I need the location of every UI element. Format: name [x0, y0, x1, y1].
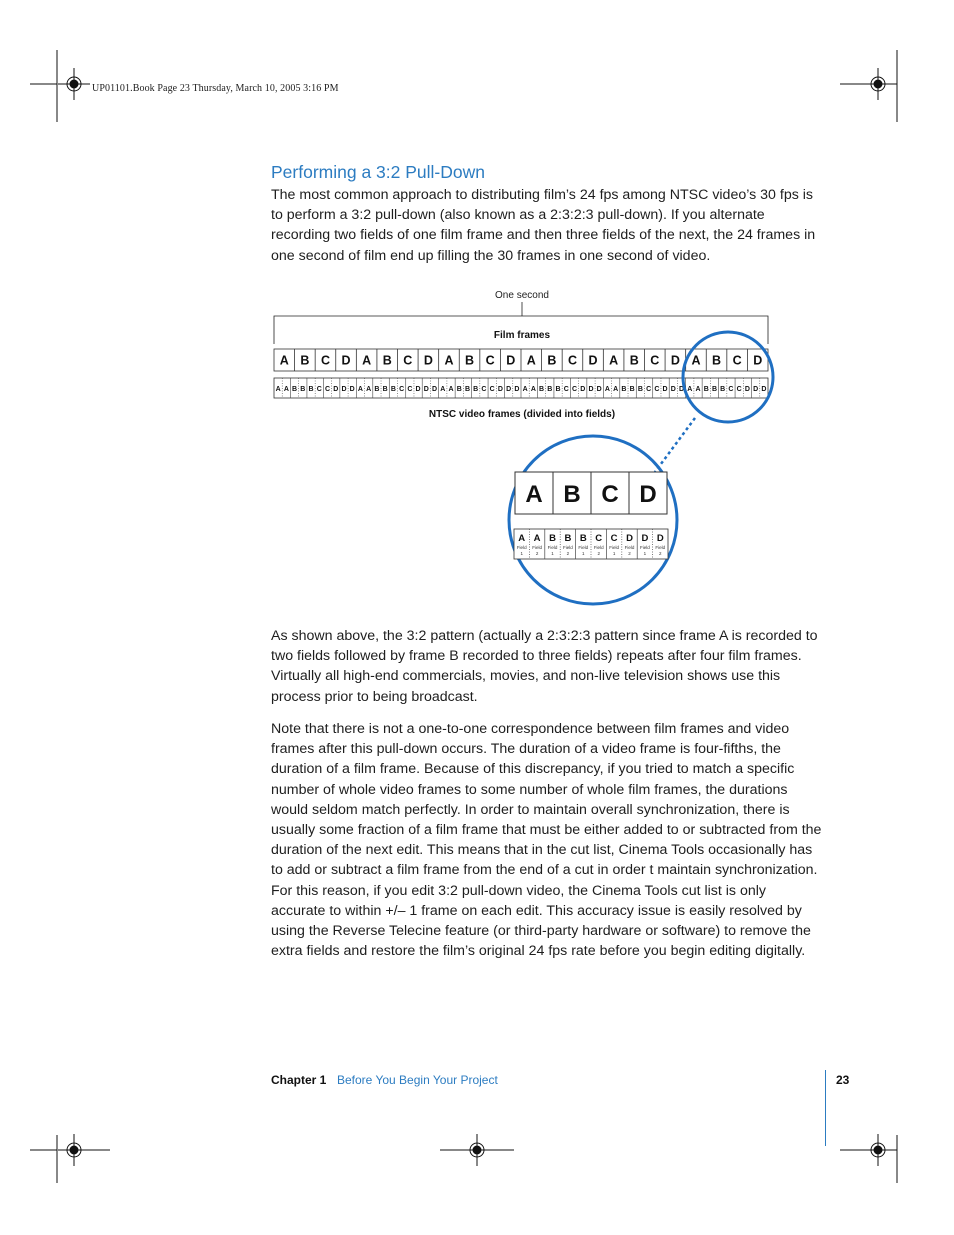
ntsc-label: NTSC video frames (divided into fields): [428, 409, 616, 420]
video-field-label: D: [580, 386, 586, 393]
film-frame-label: B: [547, 353, 557, 368]
zoom-frame-label: D: [639, 481, 657, 508]
video-fields-strip: [274, 378, 768, 398]
zoom-field-number: 2: [566, 551, 570, 556]
video-field-label: A: [283, 386, 289, 393]
video-field-label: A: [613, 386, 619, 393]
film-frame-label: B: [465, 353, 475, 368]
zoom-field-letter: B: [549, 533, 556, 544]
video-field-label: D: [333, 386, 339, 393]
zoom-field-label: Field: [624, 545, 635, 550]
film-frame-label: C: [732, 353, 742, 368]
video-field-label: C: [571, 386, 578, 393]
zoom-field-letter: D: [641, 533, 649, 544]
video-field-label: C: [563, 386, 569, 393]
film-frame-label: D: [341, 353, 351, 368]
video-field-label: C: [324, 386, 331, 393]
film-frame-label: A: [526, 353, 536, 368]
zoom-frame-label: B: [563, 481, 581, 508]
film-frames-label: Film frames: [493, 330, 551, 341]
film-frame-label: D: [588, 353, 598, 368]
video-field-label: D: [423, 386, 429, 393]
film-frame-label: B: [712, 353, 722, 368]
zoom-field-letter: B: [579, 533, 587, 544]
video-field-label: D: [341, 386, 347, 393]
video-field-label: C: [399, 386, 405, 393]
zoom-field-label: Field: [593, 545, 604, 550]
video-field-label: B: [456, 386, 462, 393]
video-field-label: D: [761, 386, 767, 393]
film-frames-strip: [274, 349, 768, 371]
footer-rule: [825, 1070, 826, 1146]
film-frame-label: B: [629, 353, 639, 368]
video-field-label: A: [695, 386, 701, 393]
video-field-label: D: [349, 386, 355, 393]
video-field-label: A: [440, 386, 446, 393]
video-field-label: D: [588, 386, 594, 393]
film-frame-label: D: [506, 353, 516, 368]
zoom-field-letter: C: [595, 533, 603, 544]
video-field-label: A: [530, 386, 536, 393]
zoom-field-letter: A: [518, 533, 526, 544]
video-field-label: A: [687, 386, 693, 393]
video-field-label: B: [555, 386, 561, 393]
film-frame-label: A: [609, 353, 619, 368]
zoom-field-label: Field: [640, 545, 650, 550]
zoom-field-number: 2: [597, 551, 600, 556]
video-field-label: D: [753, 386, 759, 393]
video-field-label: D: [415, 386, 421, 393]
film-frame-label: C: [485, 353, 495, 368]
zoom-field-label: Field: [516, 545, 527, 550]
paragraph-intro: The most common approach to distributing film’s 24 fps among NTSC video’s 30 fps is to perform a 3:2 pull-down (also known as a 2:3:2:3 pull-down). If you alternate recording two fields of one film frame and then three fields of the next, the 24 frames in one second of film end up filling the 30 frames in one second of video.: [271, 187, 816, 264]
zoom-field-letter: B: [564, 533, 572, 544]
video-field-label: D: [514, 386, 520, 393]
page-number: 23: [836, 1073, 850, 1087]
video-field-label: B: [621, 386, 627, 393]
video-field-label: D: [744, 386, 750, 393]
film-frame-label: C: [567, 353, 577, 368]
highlight-circle: [683, 332, 773, 422]
video-field-label: B: [300, 386, 306, 393]
video-field-label: A: [604, 386, 610, 393]
film-frame-label: D: [670, 353, 680, 368]
one-second-label: One second: [495, 290, 549, 301]
video-field-label: C: [316, 386, 322, 393]
video-field-label: B: [473, 386, 479, 393]
zoom-field-label: Field: [532, 545, 542, 550]
zoom-field-letter: D: [656, 533, 664, 544]
zoom-field-label: Field: [609, 545, 619, 550]
film-frame-label: C: [403, 353, 413, 368]
video-field-label: B: [547, 386, 553, 393]
video-field-label: D: [596, 386, 602, 393]
film-frame-label: B: [300, 353, 310, 368]
zoom-field-number: 1: [520, 551, 523, 556]
zoom-connector: [655, 418, 695, 472]
video-field-label: C: [728, 386, 734, 393]
video-field-label: C: [407, 386, 413, 393]
paragraph-pattern: As shown above, the 3:2 pattern (actually a 2:3:2:3 pattern since frame A is recorded to two fields followed by frame B recorded to three fields) repeats after four film frames. Virtually all high-end commercials, movies, and non-live television shows use this process prior to being broadcast.: [271, 628, 818, 705]
print-slug: UP01101.Book Page 23 Thursday, March 10, 2005 3:16 PM: [92, 83, 339, 94]
zoom-field-number: 1: [643, 551, 647, 556]
video-field-label: C: [489, 386, 495, 393]
zoom-field-label: Field: [563, 545, 573, 550]
video-field-label: A: [448, 386, 454, 393]
video-field-label: B: [711, 386, 718, 393]
video-field-label: C: [481, 386, 487, 393]
video-field-label: B: [382, 386, 388, 393]
video-field-label: B: [292, 386, 298, 393]
video-field-label: B: [720, 386, 726, 393]
zoom-field-letter: C: [610, 533, 618, 544]
zoom-field-number: 1: [612, 551, 616, 556]
film-frame-label: A: [362, 353, 372, 368]
film-frame-label: A: [279, 353, 289, 368]
video-field-label: B: [703, 386, 709, 393]
film-frame-label: D: [423, 353, 433, 368]
film-frame-label: C: [320, 353, 330, 368]
video-field-label: A: [357, 386, 363, 393]
zoom-field-label: Field: [547, 545, 558, 550]
film-frame-label: B: [382, 353, 392, 368]
footer-chapter: Chapter 1: [271, 1073, 327, 1087]
video-field-label: B: [464, 386, 471, 393]
zoom-video-fields: [514, 529, 668, 559]
video-field-label: D: [506, 386, 512, 393]
zoom-field-number: 1: [582, 551, 585, 556]
zoom-field-number: 2: [659, 551, 662, 556]
video-field-label: B: [374, 386, 380, 393]
video-field-label: A: [275, 386, 281, 393]
zoom-field-number: 1: [551, 551, 554, 556]
video-field-label: D: [497, 386, 503, 393]
zoom-frame-label: C: [601, 481, 619, 508]
zoom-circle: [509, 436, 677, 604]
video-field-label: B: [637, 386, 643, 393]
film-frame-label: A: [444, 353, 454, 368]
zoom-field-letter: D: [626, 533, 633, 544]
video-field-label: C: [736, 386, 742, 393]
zoom-frame-label: A: [525, 481, 543, 508]
video-field-label: B: [390, 386, 396, 393]
zoom-field-label: Field: [655, 545, 666, 550]
video-field-label: B: [629, 386, 635, 393]
video-field-label: C: [654, 386, 660, 393]
film-frame-label: C: [650, 353, 660, 368]
section-heading: Performing a 3:2 Pull-Down: [271, 162, 485, 182]
video-field-label: A: [522, 386, 528, 393]
footer-chapter-title: Before You Begin Your Project: [337, 1073, 498, 1087]
video-field-label: D: [662, 386, 668, 393]
zoom-field-label: Field: [578, 545, 589, 550]
zoom-field-number: 2: [628, 551, 631, 556]
video-field-label: D: [432, 386, 438, 393]
film-frame-label: A: [691, 353, 701, 368]
video-field-label: B: [308, 386, 314, 393]
video-field-label: A: [366, 386, 372, 393]
film-frame-label: D: [753, 353, 763, 368]
zoom-film-frames: [515, 472, 667, 514]
video-field-label: B: [539, 386, 545, 393]
zoom-field-letter: A: [533, 533, 541, 544]
zoom-field-number: 2: [535, 551, 539, 556]
video-field-label: D: [679, 386, 685, 393]
paragraph-correspondence: Note that there is not a one-to-one correspondence between film frames and video frames after this pull-down occurs. The duration of a video frame is four-fifths, the duration of a film frame. Because of this discrepancy, if you tried to match a specific number of whole video frames to some number of whole film frames, the durations would seldom match perfectly. In order to maintain overall synchronization, there is usually some fraction of a film frame that must be either added to or subtracted from the duration of the next edit. This means that in the cut list, Cinema Tools occasionally has to add or subtract a film frame from the end of a cut in order t maintain synchronization. For this reason, if you edit 3:2 pull-down video, the Cinema Tools cut list is only accurate to within +/– 1 frame on each edit. This accuracy issue is easily resolved by using the Reverse Telecine feature (or third-party hardware or software) to remove the extra fields and restore the film’s original 24 fps rate before you begin editing digitally.: [271, 721, 822, 960]
video-field-label: D: [670, 386, 676, 393]
video-field-label: C: [646, 386, 652, 393]
